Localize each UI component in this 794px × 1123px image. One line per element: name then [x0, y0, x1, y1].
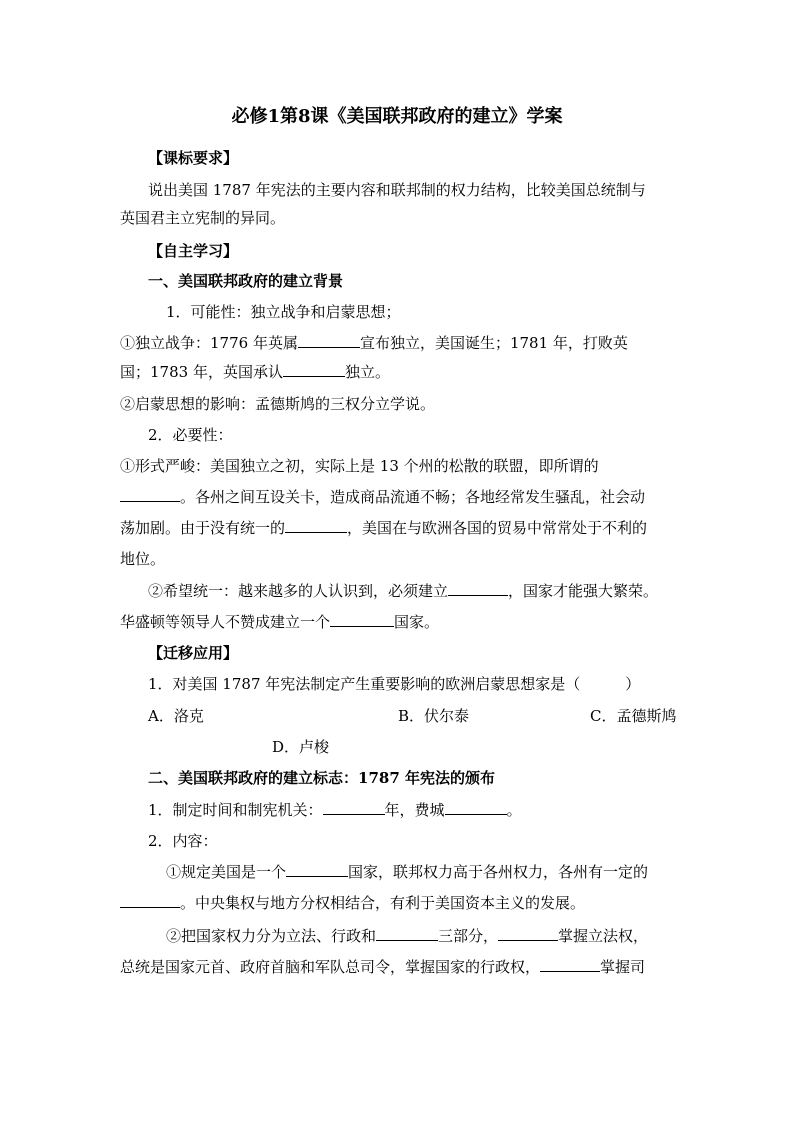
text-segment: 独立。 — [344, 363, 390, 381]
paragraph-line — [120, 487, 680, 507]
fill-blank[interactable] — [540, 957, 600, 972]
text-segment: 三部分， — [438, 927, 499, 945]
text-segment: ②把国家权力分为立法、行政和 — [166, 927, 377, 945]
text-segment: 。各州之间互设关卡，造成商品流通不畅；各地经常发生骚乱，社会动 — [180, 488, 646, 506]
fill-blank[interactable] — [376, 926, 438, 941]
option-b[interactable]: B．伏尔泰 — [398, 707, 470, 725]
text-segment: ②希望统一：越来越多的人认识到，必须建立 — [148, 582, 449, 600]
text-segment: 华盛顿等领导人不赞成建立一个 — [120, 613, 331, 631]
paragraph-line — [166, 862, 726, 882]
fill-blank[interactable] — [445, 800, 507, 815]
fill-blank[interactable] — [120, 893, 180, 908]
paragraph-line — [120, 518, 680, 538]
paragraph-line — [120, 612, 680, 632]
option-a[interactable]: A．洛克 — [148, 707, 204, 725]
list-item: 2．必要性： — [148, 426, 233, 444]
text-segment: ，国家才能强大繁荣。 — [508, 582, 659, 600]
text-segment: 。中央集权与地方分权相结合，有利于美国资本主义的发展。 — [180, 894, 586, 912]
paragraph-line: 地位。 — [120, 550, 166, 568]
paragraph-line — [120, 333, 680, 353]
paragraph-line: 英国君主立宪制的异同。 — [120, 209, 286, 227]
fill-blank[interactable] — [498, 926, 558, 941]
text-segment: ①规定美国是一个 — [166, 863, 287, 881]
paragraph-line: ②启蒙思想的影响：孟德斯鸠的三权分立学说。 — [120, 395, 436, 413]
paragraph-line — [120, 957, 680, 977]
fill-blank[interactable] — [286, 862, 348, 877]
text-segment: ①独立战争：1776 年英属 — [120, 334, 298, 352]
text-segment: 国；1783 年，英国承认 — [120, 363, 283, 381]
section-heading-self-study: 【自主学习】 — [148, 242, 239, 260]
fill-blank[interactable] — [323, 800, 385, 815]
part-heading: 一、美国联邦政府的建立背景 — [148, 272, 344, 290]
text-segment: 总统是国家元首、政府首脑和军队总司令，掌握国家的行政权， — [120, 958, 541, 976]
text-segment: 年，费城 — [384, 801, 445, 819]
text-segment: 掌握立法权， — [558, 927, 649, 945]
fill-blank[interactable] — [283, 362, 345, 377]
paragraph-line — [120, 893, 680, 913]
paragraph-line: 说出美国 1787 年宪法的主要内容和联邦制的权力结构，比较美国总统制与 — [148, 181, 646, 199]
paragraph-line — [148, 581, 708, 601]
text-segment: 国家。 — [394, 613, 440, 631]
text-segment: 掌握司 — [600, 958, 646, 976]
paragraph-line — [120, 362, 680, 382]
section-heading-application: 【迁移应用】 — [148, 644, 239, 662]
fill-blank[interactable] — [330, 612, 394, 627]
section-heading-curriculum: 【课标要求】 — [148, 149, 239, 167]
text-segment: 荡加剧。由于没有统一的 — [120, 519, 286, 537]
list-item: 1．可能性：独立战争和启蒙思想； — [166, 303, 401, 321]
fill-blank[interactable] — [298, 333, 360, 348]
text-segment: 1．制定时间和制宪机关： — [148, 801, 323, 819]
paragraph-line — [166, 926, 726, 946]
option-c[interactable]: C．孟德斯鸠 — [590, 707, 677, 725]
text-segment: ，美国在与欧洲各国的贸易中常常处于不利的 — [347, 519, 648, 537]
list-item — [148, 800, 708, 820]
text-segment: 宣布独立，美国诞生；1781 年，打败英 — [359, 334, 628, 352]
paragraph-line: ①形式严峻：美国独立之初，实际上是 13 个州的松散的联盟，即所谓的 — [120, 457, 599, 475]
fill-blank[interactable] — [120, 487, 180, 502]
document-title: 必修1第8课《美国联邦政府的建立》学案 — [231, 106, 563, 127]
fill-blank[interactable] — [448, 581, 508, 596]
option-d[interactable]: D．卢梭 — [272, 738, 330, 756]
question: 1．对美国 1787 年宪法制定产生重要影响的欧洲启蒙思想家是（ ） — [148, 675, 641, 693]
text-segment: 国家，联邦权力高于各州权力，各州有一定的 — [348, 863, 649, 881]
list-item: 2．内容： — [148, 832, 218, 850]
part-heading: 二、美国联邦政府的建立标志：1787 年宪法的颁布 — [148, 769, 495, 787]
text-segment: 。 — [506, 801, 522, 819]
fill-blank[interactable] — [285, 518, 347, 533]
